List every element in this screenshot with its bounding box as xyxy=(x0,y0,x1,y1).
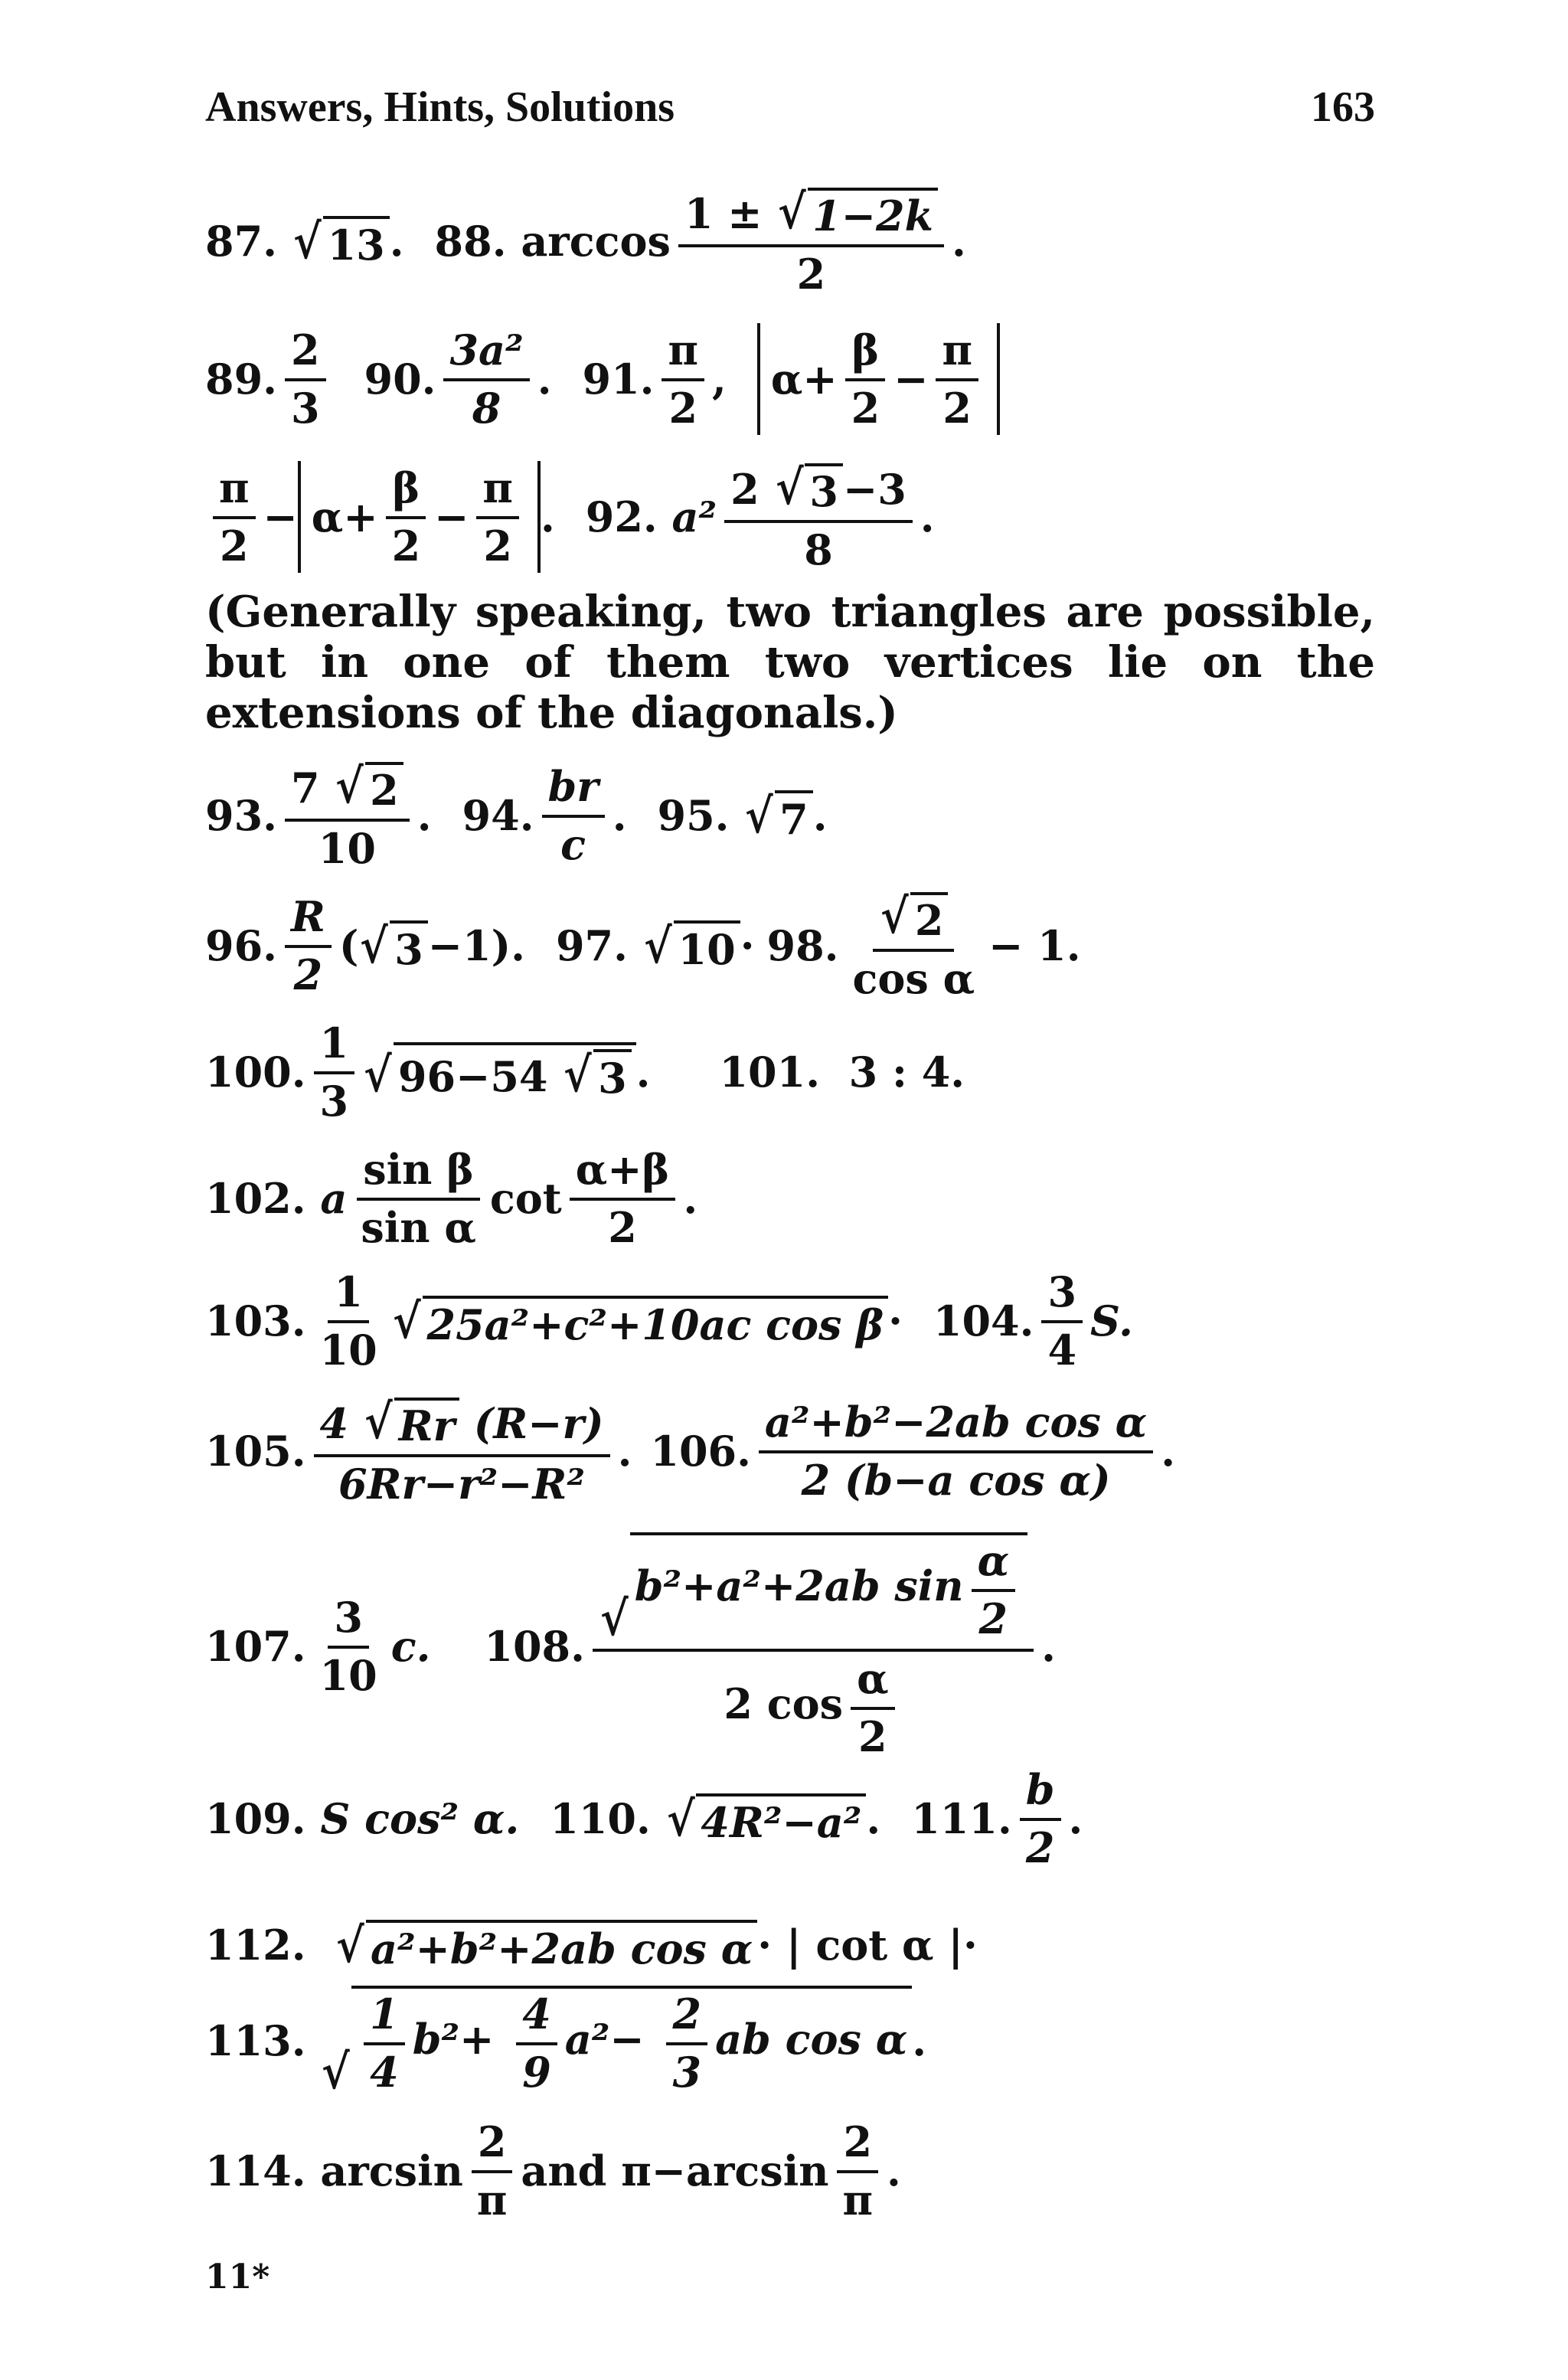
n-104: 3 xyxy=(1041,1268,1083,1323)
arcsin-fn: arcsin xyxy=(320,2146,463,2195)
frac-104 xyxy=(1041,1268,1083,1374)
answer-100-label: 100. xyxy=(205,1048,306,1097)
radicand-87: 13 xyxy=(323,216,390,270)
answer-102: 102. a $\frac{\text{sin β}}{\text{sin α}}$ cot $\frac{\alpha+\beta}{2}$ . xyxy=(205,1144,698,1252)
den-half-d-108: 2 xyxy=(858,1712,887,1762)
frac-114-b xyxy=(836,2118,879,2224)
frac-108: √ b²+a²+2ab sin $\frac{\alpha}{2}$ 2 cos $\frac{\alpha}{2}$ xyxy=(593,1532,1034,1760)
frac-96 xyxy=(285,893,332,999)
rad-92: 3 xyxy=(805,463,843,515)
rad-105: Rr xyxy=(394,1398,459,1450)
t2-113: a²− xyxy=(564,2015,645,2065)
frac-88: 1 ± √ 1−2k 2 xyxy=(678,185,944,298)
answer-89-label: 89. xyxy=(205,355,277,404)
den-93: 10 xyxy=(318,823,376,873)
answer-95-label: 95. xyxy=(657,791,730,840)
n2-102: α+β xyxy=(570,1146,676,1201)
coef-105: 4 xyxy=(319,1399,349,1449)
d-114b: π xyxy=(842,2176,873,2225)
t1-113: b²+ xyxy=(412,2015,495,2065)
f1n-113: 1 xyxy=(364,1990,405,2045)
frac-98: √ 2 cos α xyxy=(846,889,981,1002)
abs-91-a: α+ $\frac{\beta}{2}$ − $\frac{\pi}{2}$ xyxy=(757,323,1000,435)
beta-91: β xyxy=(845,326,885,381)
den-98: cos α xyxy=(852,953,975,1003)
d-106: 2 (b−a cos α) xyxy=(801,1456,1111,1505)
n-106: a²+b²−2ab cos α xyxy=(759,1398,1153,1453)
answers-103-104: 103. $\frac{1}{10}$ √ 25a²+c²+10ac cos β · 104. $\frac{3}{4}$ S. xyxy=(205,1267,1133,1375)
d-107: 10 xyxy=(319,1651,377,1700)
rad-97: 10 xyxy=(674,920,740,974)
n-91: π xyxy=(662,326,704,381)
rad-96: 3 xyxy=(390,920,428,974)
sqrt-96: √ 3 xyxy=(358,918,427,974)
frac-114-a xyxy=(471,2118,514,2224)
frac-102-a xyxy=(354,1146,482,1251)
answer-112 xyxy=(205,1907,1375,1983)
sqrt-95: √ 7 xyxy=(743,788,812,844)
d-94: c xyxy=(560,820,586,869)
answer-105-label: 105. xyxy=(205,1427,306,1476)
n-89: 2 xyxy=(285,326,326,381)
half-d-108: 2 xyxy=(978,1594,1008,1643)
n-107: 3 xyxy=(328,1594,369,1649)
answer-113-label: 113. xyxy=(205,2016,306,2065)
alpha-91: α+ xyxy=(770,355,838,404)
t3-113: ab cos α xyxy=(715,2015,908,2065)
rad-103: 25a²+c²+10ac cos β xyxy=(423,1296,889,1349)
d1-102: sin α xyxy=(361,1203,476,1252)
frac-91 xyxy=(662,326,704,432)
answers-96-98: 96. $\frac{R}{2}$ ( √ 3 −1). 97. √ 10 · 98. √ 2 cos α − 1. xyxy=(205,888,1081,1003)
answer-96-label: 96. xyxy=(205,921,277,970)
frac-94 xyxy=(542,763,605,868)
answer-104-label: 104. xyxy=(933,1296,1034,1345)
pi-minus-114: π−arcsin xyxy=(621,2146,829,2195)
inner-rad-100: 3 xyxy=(593,1049,632,1103)
value-109: S cos² α. xyxy=(320,1794,520,1843)
f2n-113: 4 xyxy=(516,1990,557,2045)
d-100: 3 xyxy=(319,1077,349,1126)
den-pre-108: 2 cos xyxy=(724,1679,844,1729)
rad-108: b²+a²+2ab sin xyxy=(634,1561,964,1611)
answer-97-label: 97. xyxy=(555,921,628,970)
answers-93-95: 93. 7 √ 2 10 . 94. $\frac{br}{c}$ . 95. √ 7 . xyxy=(205,758,828,873)
tail-105: (R−r) xyxy=(473,1399,604,1449)
sqrt-112: √ a²+b²+2ab cos α xyxy=(335,1917,757,1973)
abs-91-b: α+ $\frac{\beta}{2}$ − $\frac{\pi}{2}$ xyxy=(298,461,541,573)
tail-92: −3 xyxy=(842,465,906,515)
pi-91b: π xyxy=(476,464,519,519)
frac-90 xyxy=(443,326,529,432)
answer-98-label: 98. xyxy=(766,921,839,970)
f2d-113: 9 xyxy=(522,2048,551,2097)
beta-91b: β xyxy=(386,464,426,519)
answer-107-label: 107. xyxy=(205,1622,306,1671)
n-114: 2 xyxy=(472,2118,513,2173)
sqrt-110: √ 4R²−a² xyxy=(665,1791,867,1847)
rad-93: 2 xyxy=(365,762,403,814)
d-111: 2 xyxy=(1025,1823,1055,1872)
cot-102: cot xyxy=(489,1174,562,1223)
frac-102-b xyxy=(570,1146,676,1251)
tail-104: S. xyxy=(1090,1296,1133,1345)
rad-95: 7 xyxy=(775,790,813,844)
rad-98: 2 xyxy=(910,892,949,944)
n-114b: 2 xyxy=(837,2118,878,2173)
frac-92: 2 √ 3 −3 8 xyxy=(724,460,913,574)
num-88: 1 ± xyxy=(684,189,777,239)
n-94: br xyxy=(542,763,605,818)
value-101: 3 : 4. xyxy=(848,1048,965,1097)
answers-91-92: $\frac{\pi}{2}$ − α+ $\frac{\beta}{2}$ − $\frac{\pi}{2}$ . 92. a² 2 √ 3 −3 8 . xyxy=(205,459,1375,574)
arccos-fn: arccos xyxy=(521,217,671,266)
f1d-113: 4 xyxy=(370,2048,399,2097)
rad-110: 4R²−a² xyxy=(696,1793,866,1847)
answer-112-label: 112. xyxy=(205,1921,306,1970)
answer-108-label: 108. xyxy=(484,1622,585,1671)
running-title: Answers, Hints, Solutions xyxy=(205,83,675,131)
sqrt-113: √ $\frac{1}{4}$ b²+ $\frac{4}{9}$ a²− $\frac{2}{3}$ ab cos α xyxy=(320,1986,912,2096)
answers-87-88: 87. √ 13 . 88. arccos 1 ± √ 1−2k 2 . xyxy=(205,184,966,299)
sqrt-100: √ 96−54 √ 3 xyxy=(362,1042,636,1103)
n-90: 3a² xyxy=(443,326,529,381)
d-114: π xyxy=(476,2176,508,2225)
sqrt-103: √ 25a²+c²+10ac cos β xyxy=(391,1293,888,1349)
answer-110-label: 110. xyxy=(550,1794,651,1843)
alpha-91b: α+ xyxy=(311,492,378,541)
frac-111 xyxy=(1020,1766,1061,1872)
answer-103-label: 103. xyxy=(205,1296,306,1345)
answer-114-label: 114. xyxy=(205,2146,306,2195)
answer-102-label: 102. xyxy=(205,1174,306,1223)
answer-106-label: 106. xyxy=(650,1427,751,1476)
d-91: 2 xyxy=(668,384,698,433)
and-114: and xyxy=(521,2146,607,2195)
coef-92: 2 xyxy=(730,465,760,515)
answers-105-106: 105. 4 √ Rr (R−r) 6Rr−r²−R² . 106. $\frac{\text{a²+b²−2ab cos α}}{\text{2 (b−a cos α)}}$ . xyxy=(205,1394,1176,1509)
answer-114: 114. arcsin $\frac{2}{\pi}$ and π−arcsin $\frac{2}{\pi}$ . xyxy=(205,2117,901,2225)
frac-93: 7 √ 2 10 xyxy=(285,759,410,872)
den-105: 6Rr−r²−R² xyxy=(338,1459,586,1509)
answer-92-label: 92. xyxy=(585,492,658,541)
two-91: 2 xyxy=(851,384,880,433)
tail-98: − 1. xyxy=(988,921,1081,970)
d-96: 2 xyxy=(293,950,323,999)
sqrt-87: √ 13 xyxy=(292,214,390,270)
half-n-108: α xyxy=(972,1537,1016,1592)
frac-89 xyxy=(285,326,326,432)
frac-103 xyxy=(314,1268,384,1374)
rad-88: 1−2k xyxy=(808,188,938,240)
two-91d: 2 xyxy=(483,521,512,570)
den-92: 8 xyxy=(804,525,833,574)
answer-91-label: 91. xyxy=(582,355,655,404)
n-103: 1 xyxy=(328,1268,369,1323)
note-92: (Generally speaking, two triangles are possible, but in one of them two vertices lie on the extensions of the diagonals.) xyxy=(205,587,1375,738)
answer-93-label: 93. xyxy=(205,791,277,840)
n-100: 1 xyxy=(314,1019,355,1074)
answers-89-91: 89. $\frac{2}{3}$ 90. $\frac{\text{3a²}}{8}$ . 91. $\frac{\pi}{2}$ , α+ $\frac{\beta}{2}$ − $\frac{\pi}{2}$ xyxy=(205,322,1375,436)
page-header xyxy=(205,83,1375,132)
n-111: b xyxy=(1020,1766,1061,1821)
n-91b: π xyxy=(213,464,256,519)
answer-113: 113. √ $\frac{1}{4}$ b²+ $\frac{4}{9}$ a²− $\frac{2}{3}$ ab cos α . xyxy=(205,1983,1375,2098)
answer-90-label: 90. xyxy=(364,355,436,404)
d-89: 3 xyxy=(290,384,320,433)
rad-112: a²+b²+2ab cos α xyxy=(366,1920,757,1973)
pre-102: a xyxy=(320,1174,348,1223)
two-91b: 2 xyxy=(942,384,972,433)
frac-100 xyxy=(314,1019,355,1125)
answer-101-label: 101. xyxy=(719,1048,821,1097)
two-91c: 2 xyxy=(391,521,421,570)
signature-mark: 11* xyxy=(205,2257,270,2297)
answer-111-label: 111. xyxy=(911,1794,1012,1843)
d-104: 4 xyxy=(1047,1326,1077,1375)
rad-100: 96−54 xyxy=(397,1051,548,1101)
den-half-n-108: α xyxy=(851,1655,895,1710)
d2-102: 2 xyxy=(608,1203,637,1252)
answer-94-label: 94. xyxy=(462,791,534,840)
frac-107 xyxy=(314,1594,384,1699)
frac-91-b xyxy=(213,464,256,570)
frac-106 xyxy=(759,1398,1153,1504)
answers-109-111: 109. S cos² α. 110. √ 4R²−a² . 111. $\frac{b}{2}$ . xyxy=(205,1764,1083,1872)
answer-88-label: 88. xyxy=(434,217,507,266)
sqrt-97: √ 10 xyxy=(642,918,740,974)
pre-92: a² xyxy=(671,492,717,541)
tail-112: · | cot α |· xyxy=(757,1921,978,1970)
d-103: 10 xyxy=(319,1326,377,1375)
den-88: 2 xyxy=(796,249,826,299)
n1-102: sin β xyxy=(357,1146,480,1201)
tail-107: c. xyxy=(390,1622,431,1671)
page-number: 163 xyxy=(1311,83,1375,131)
tail-96: −1). xyxy=(427,921,525,970)
answers-100-101: 100. $\frac{1}{3}$ √ 96−54 √ 3 . 101. 3 : 4. xyxy=(205,1018,965,1126)
d-90: 8 xyxy=(472,384,501,433)
n-96: R xyxy=(285,893,332,948)
coef-93: 7 xyxy=(290,763,320,813)
answer-109-label: 109. xyxy=(205,1794,306,1843)
answers-107-108: 107. $\frac{3}{10}$ c. 108. √ b²+a²+2ab sin $\frac{\alpha}{2}$ 2 cos $\frac{\alpha}{2}$ . xyxy=(205,1532,1375,1761)
frac-105: 4 √ Rr (R−r) 6Rr−r²−R² xyxy=(314,1394,610,1508)
f3d-113: 3 xyxy=(672,2048,702,2097)
pi-91: π xyxy=(936,326,978,381)
answer-87-label: 87. xyxy=(205,217,277,266)
f3n-113: 2 xyxy=(666,1990,707,2045)
d-91b: 2 xyxy=(219,521,249,570)
